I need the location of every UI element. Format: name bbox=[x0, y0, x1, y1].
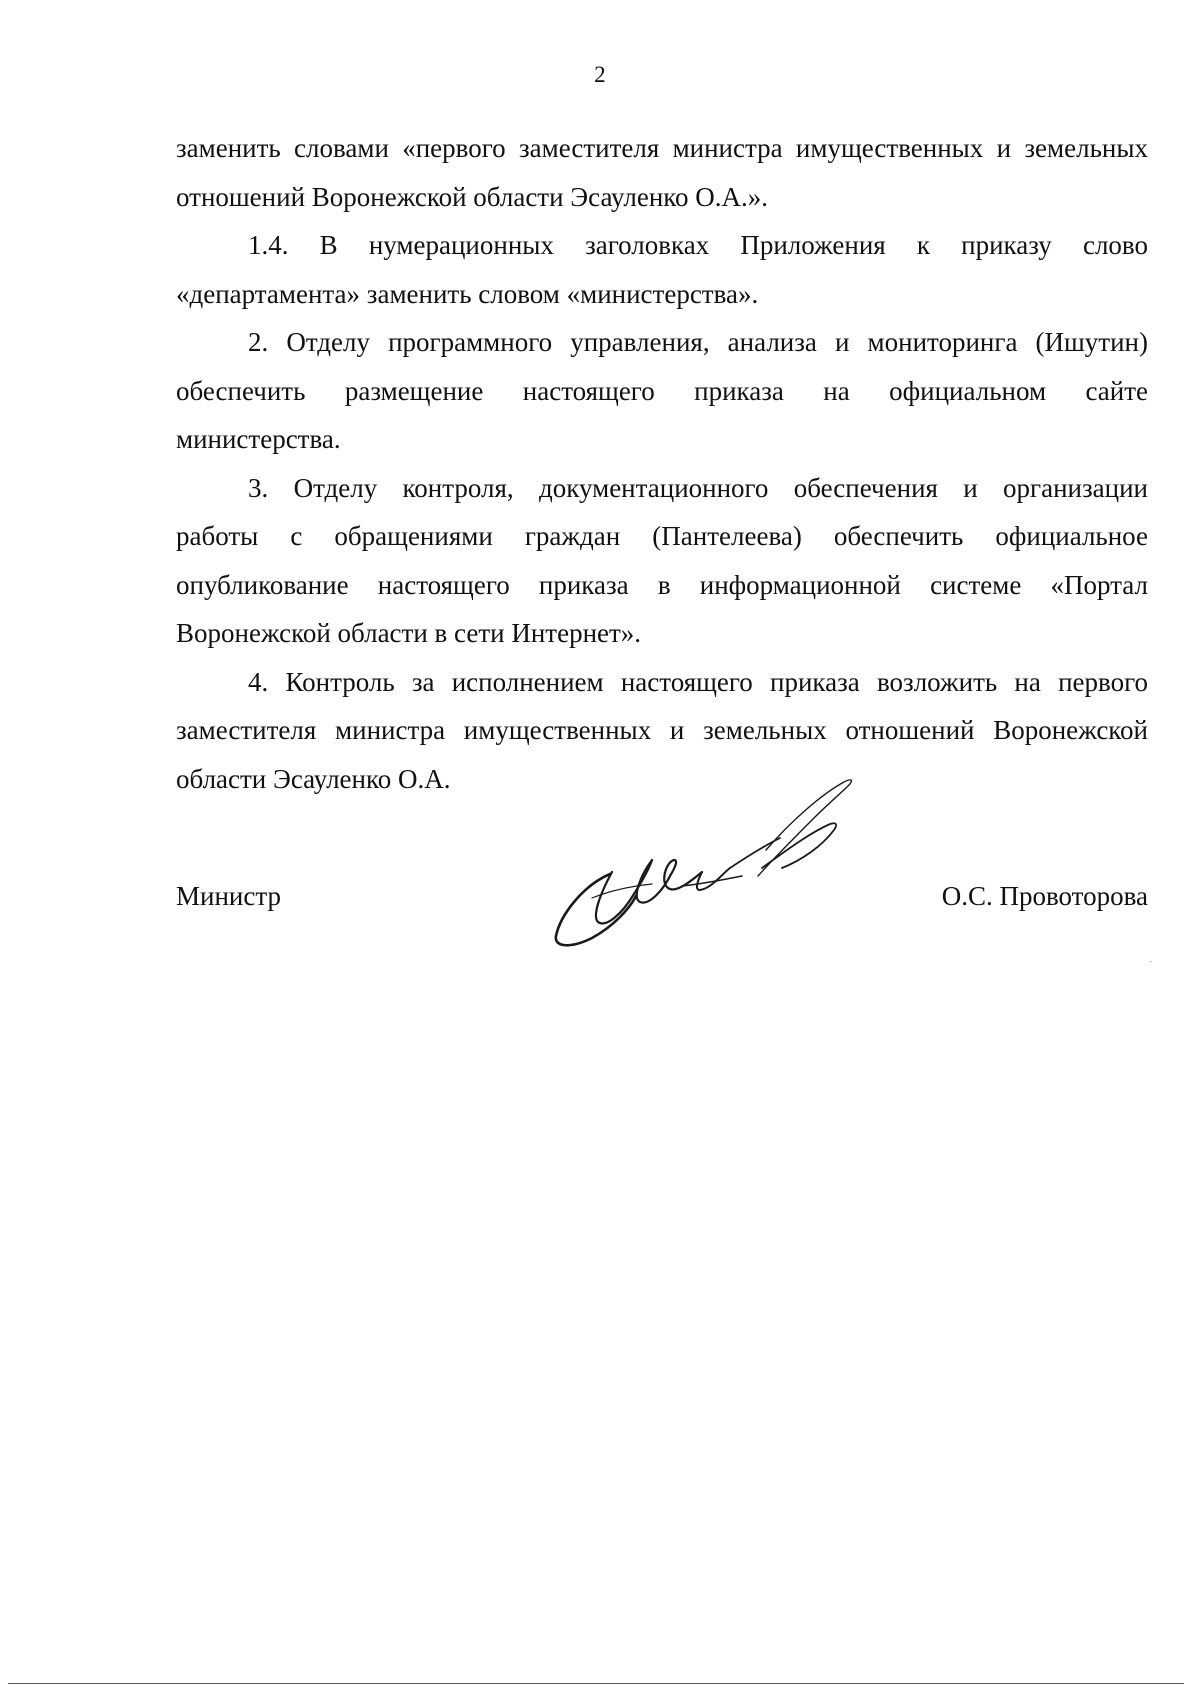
text-line: Воронежской области в сети Интернет». bbox=[176, 618, 642, 648]
paragraph-3 bbox=[176, 464, 1148, 658]
text-line: отношений Воронежской области Эсауленко О.А.». bbox=[176, 181, 769, 212]
text-line: 2. Отделу программного управления, анализа и мониторинга (Ишутин) bbox=[248, 327, 1148, 357]
text-line: области Эсауленко О.А. bbox=[176, 763, 451, 794]
text-line: обеспечить размещение настоящего приказа на официальном сайте bbox=[176, 375, 1148, 406]
document-body bbox=[176, 124, 1148, 803]
scan-speck bbox=[1150, 961, 1152, 962]
text-line: «департамента» заменить словом «министерства». bbox=[176, 278, 759, 309]
page-number: 2 bbox=[594, 62, 606, 87]
text-line: опубликование настоящего приказа в информационной системе «Портал bbox=[176, 569, 1148, 600]
page-bottom-rule bbox=[8, 1683, 1184, 1684]
paragraph-2 bbox=[176, 318, 1148, 464]
text-line: работы с обращениями граждан (Пантелеева) обеспечить официальное bbox=[176, 521, 1148, 551]
text-line: 3. Отделу контроля, документационного обеспечения и организации bbox=[248, 472, 1148, 503]
signatory-name: О.С. Провоторова bbox=[941, 881, 1148, 911]
text-line: министерства. bbox=[176, 424, 341, 454]
position-title: Министр bbox=[176, 881, 281, 911]
text-line: заменить словами «первого заместителя министра имущественных и земельных bbox=[176, 133, 1148, 163]
text-line: 4. Контроль за исполнением настоящего приказа возложить на первого bbox=[248, 666, 1148, 697]
paragraph-1-4 bbox=[176, 221, 1148, 318]
text-line: заместителя министра имущественных и земельных отношений Воронежской bbox=[176, 715, 1148, 745]
handwritten-signature bbox=[552, 776, 872, 956]
text-line: 1.4. В нумерационных заголовках Приложения к приказу слово bbox=[248, 230, 1148, 260]
paragraph-1-3-continuation bbox=[176, 124, 1148, 221]
